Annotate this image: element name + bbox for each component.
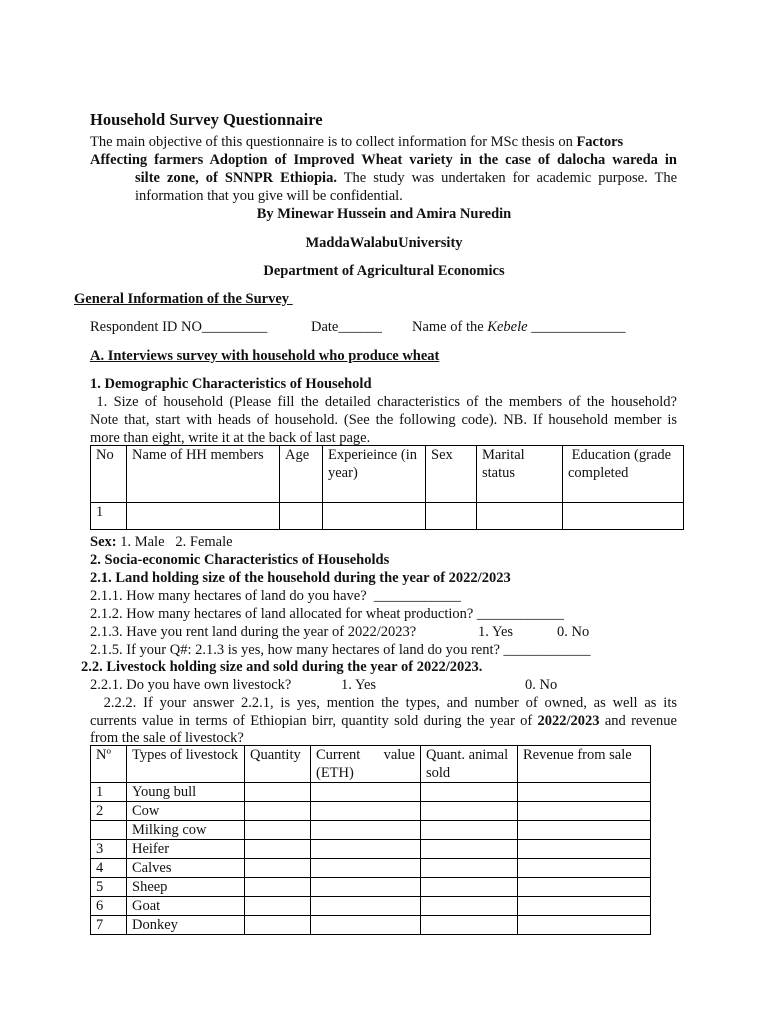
table-cell[interactable] — [563, 503, 684, 530]
kebele-prefix: Name of the — [412, 319, 488, 335]
question-2-1-5: 2.1.5. If your Q#: 2.1.3 is yes, how many hectares of land do you rent? ____________ — [90, 642, 591, 658]
table-cell[interactable] — [245, 916, 311, 935]
table-cell[interactable] — [421, 783, 518, 802]
question-2-1-3: 2.1.3. Have you rent land during the year of 2022/2023? — [90, 624, 417, 640]
intro-bold-factors: Factors — [576, 134, 624, 150]
table-cell[interactable] — [280, 503, 323, 530]
table-cell[interactable] — [245, 897, 311, 916]
col-revenue-header: Revenue from sale — [518, 746, 651, 783]
table-row — [91, 840, 651, 859]
table-cell[interactable] — [518, 783, 651, 802]
question-2-1-3-no[interactable]: 0. No — [557, 624, 590, 640]
row-number — [91, 821, 127, 840]
table-cell[interactable] — [245, 802, 311, 821]
table-header-row — [91, 446, 684, 503]
livestock-type: Heifer — [127, 840, 245, 859]
question-2-2-1: 2.2.1. Do you have own livestock? — [90, 677, 292, 693]
kebele-field — [412, 318, 625, 336]
livestock-type: Goat — [127, 897, 245, 916]
table-row — [91, 916, 651, 935]
sex-code — [90, 533, 233, 551]
q222-prefix: currents value in terms of Ethiopian birr, quantity sold during the year of — [90, 713, 538, 729]
sex-code-label: Sex: — [90, 534, 117, 550]
col-marital-header: Marital status — [477, 446, 563, 503]
table-header-row — [91, 746, 651, 783]
col-education-header: Education (grade completed — [563, 446, 684, 503]
kebele-italic: Kebele — [487, 319, 528, 335]
table-cell[interactable] — [518, 840, 651, 859]
table-cell[interactable] — [245, 859, 311, 878]
col-age-header: Age — [280, 446, 323, 503]
table-row — [91, 878, 651, 897]
table-cell[interactable] — [421, 897, 518, 916]
intro-line-2: Affecting farmers Adoption of Improved Wheat variety in the case of dalocha wareda in — [90, 152, 677, 168]
sex-code-values: 1. Male 2. Female — [116, 534, 233, 550]
question-2-2-2-line-1: 2.2.2. If your answer 2.2.1, is yes, mention the types, and number of owned, as well as its — [90, 695, 677, 711]
socio-heading: 2. Socia-economic Characteristics of Households — [90, 552, 390, 568]
demographic-line-3: more than eight, write it at the back of last page. — [90, 430, 371, 446]
table-cell[interactable] — [311, 878, 421, 897]
demographic-line-2: Note that, start with heads of household. (See the following code). NB. If household member is — [90, 412, 677, 428]
table-cell[interactable] — [311, 859, 421, 878]
kebele-suffix: _____________ — [527, 319, 626, 335]
table-cell[interactable] — [518, 821, 651, 840]
intro-prefix: The main objective of this questionnaire is to collect information for MSc thesis on — [90, 134, 577, 150]
row-number: 3 — [91, 840, 127, 859]
land-heading: 2.1. Land holding size of the household during the year of 2022/2023 — [90, 570, 511, 586]
table-cell[interactable] — [311, 821, 421, 840]
livestock-type: Sheep — [127, 878, 245, 897]
intro-line-3 — [135, 169, 677, 187]
table-cell[interactable] — [245, 783, 311, 802]
col-number-header: Nº — [91, 746, 127, 783]
intro-bold-location: silte zone, of SNNPR Ethiopia. — [135, 170, 337, 186]
row-number: 7 — [91, 916, 127, 935]
table-cell[interactable] — [311, 916, 421, 935]
q222-year: 2022/2023 — [537, 713, 600, 729]
col-value-header: Current value (ETH) — [311, 746, 421, 783]
page-title: Household Survey Questionnaire — [90, 110, 323, 129]
table-cell[interactable] — [127, 503, 280, 530]
department: Department of Agricultural Economics — [263, 263, 505, 279]
livestock-type: Young bull — [127, 783, 245, 802]
university: MaddaWalabuUniversity — [305, 235, 463, 251]
table-cell[interactable] — [518, 897, 651, 916]
table-cell[interactable] — [518, 802, 651, 821]
question-2-1-2: 2.1.2. How many hectares of land allocated for wheat production? ____________ — [90, 606, 564, 622]
table-row — [91, 859, 651, 878]
table-row — [91, 802, 651, 821]
household-members-table — [90, 445, 684, 530]
col-quantity-header: Quantity — [245, 746, 311, 783]
table-cell[interactable] — [311, 783, 421, 802]
demographic-heading: 1. Demographic Characteristics of Household — [90, 376, 372, 392]
intro-suffix: The study was undertaken for academic purpose. The — [336, 170, 678, 186]
livestock-type: Calves — [127, 859, 245, 878]
livestock-table — [90, 745, 651, 935]
general-info-heading: General Information of the Survey — [74, 291, 293, 307]
col-name-header: Name of HH members — [127, 446, 280, 503]
livestock-type: Cow — [127, 802, 245, 821]
table-cell[interactable] — [421, 878, 518, 897]
table-cell[interactable] — [421, 802, 518, 821]
section-a-heading: A. Interviews survey with household who produce wheat — [90, 348, 440, 364]
livestock-rows — [91, 783, 651, 935]
table-cell[interactable] — [518, 859, 651, 878]
question-2-2-1-no[interactable]: 0. No — [525, 677, 558, 693]
table-cell[interactable] — [421, 916, 518, 935]
col-sex-header: Sex — [426, 446, 477, 503]
table-cell[interactable] — [421, 840, 518, 859]
table-cell[interactable] — [518, 916, 651, 935]
table-row — [91, 821, 651, 840]
row-number: 6 — [91, 897, 127, 916]
row-number: 4 — [91, 859, 127, 878]
table-row — [91, 503, 684, 530]
table-cell[interactable] — [245, 821, 311, 840]
table-cell[interactable] — [426, 503, 477, 530]
q222-suffix: and revenue — [599, 713, 677, 729]
authors: By Minewar Hussein and Amira Nuredin — [256, 206, 512, 222]
table-cell[interactable] — [421, 859, 518, 878]
intro-line-1 — [90, 133, 677, 151]
table-cell[interactable] — [311, 840, 421, 859]
table-cell[interactable] — [477, 503, 563, 530]
col-sold-header: Quant. animal sold — [421, 746, 518, 783]
question-2-1-3-yes[interactable]: 1. Yes — [478, 624, 514, 640]
col-experience-header: Experieince (in year) — [323, 446, 426, 503]
table-cell[interactable] — [311, 897, 421, 916]
livestock-type: Milking cow — [127, 821, 245, 840]
date-field: Date______ — [311, 319, 382, 335]
col-no-header: No — [91, 446, 127, 503]
row-number: 2 — [91, 802, 127, 821]
col-type-header: Types of livestock — [127, 746, 245, 783]
table-cell[interactable] — [245, 878, 311, 897]
table-cell[interactable] — [245, 840, 311, 859]
question-2-1-1: 2.1.1. How many hectares of land do you have? ____________ — [90, 588, 461, 604]
row-number: 1 — [91, 503, 127, 530]
table-row — [91, 783, 651, 802]
table-row — [91, 897, 651, 916]
question-2-2-2-line-3: from the sale of livestock? — [90, 730, 244, 746]
table-cell[interactable] — [323, 503, 426, 530]
livestock-heading: 2.2. Livestock holding size and sold during the year of 2022/2023. — [81, 659, 483, 675]
respondent-id-field: Respondent ID NO_________ — [90, 319, 268, 335]
table-cell[interactable] — [421, 821, 518, 840]
demographic-line-1: 1. Size of household (Please fill the detailed characteristics of the members of the household? — [90, 394, 677, 410]
intro-line-4: information that you give will be confidential. — [135, 188, 403, 204]
question-2-2-1-yes[interactable]: 1. Yes — [341, 677, 377, 693]
table-cell[interactable] — [311, 802, 421, 821]
livestock-type: Donkey — [127, 916, 245, 935]
row-number: 1 — [91, 783, 127, 802]
table-cell[interactable] — [518, 878, 651, 897]
question-2-2-2-line-2 — [90, 712, 677, 730]
row-number: 5 — [91, 878, 127, 897]
